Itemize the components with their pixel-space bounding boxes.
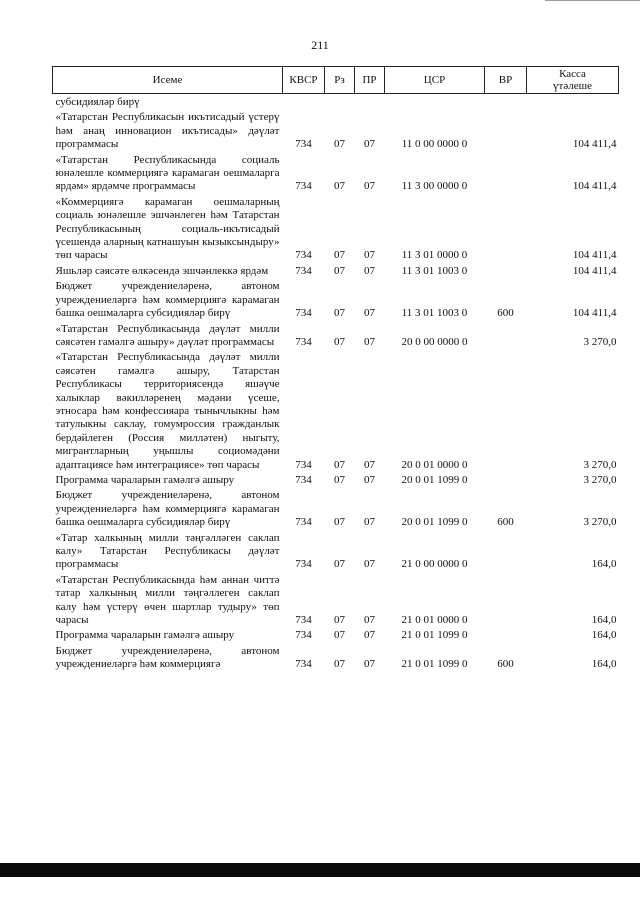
row-name: Яшьләр сәясәте өлкәсендә эшчәнлеккә ярдәм [55,264,269,277]
table-row [53,109,619,151]
header-csr: ЦСР [385,67,485,94]
row-rz: 07 [334,558,345,571]
row-name: «Татар халкының милли тәңгәлләген саклап калу» Татарстан Республикасы дәүләт программасы [55,531,280,571]
header-rz: Рз [325,67,355,94]
row-csr: 11 3 01 0000 0 [401,249,468,262]
row-rz: 07 [334,138,345,151]
row-rz: 07 [334,614,345,627]
row-csr: 21 0 01 1099 0 [401,629,468,642]
row-amount: 3 270,0 [583,458,617,471]
row-vr [485,152,527,194]
row-csr: 20 0 01 0000 0 [401,458,468,471]
row-vr [485,472,527,487]
row-vr [485,194,527,263]
row-csr: 11 0 00 0000 0 [401,138,468,151]
row-kvsr: 734 [295,558,312,571]
row-csr: 20 0 01 1099 0 [401,473,468,486]
row-amount: 164,0 [591,614,617,627]
row-amount: 164,0 [591,629,617,642]
row-pr: 07 [364,180,375,193]
row-amount: 164,0 [591,658,617,671]
row-amount: 104 411,4 [572,264,617,277]
row-name: «Татарстан Республикасында дәүләт милли сәясәтен гамәлгә ашыру, Татарстан Республикасы территориясендә яшәүче халыклар вәкилләренең мәдәни үсеше, этносара һәм конфессияара тынычлыкны һәм татулыкны саклау, гомумроссия гражданлык бердәйлеген (Россия милләтен) ныгыту, мигрантларның уңышлы социомәдәни адаптациясе һәм интеграциясе» төп чарасы [55,351,280,471]
row-kvsr: 734 [295,249,312,262]
row-pr: 07 [364,249,375,262]
page-number: 211 [311,38,329,52]
row-csr: 21 0 01 0000 0 [401,614,468,627]
row-name: Программа чараларын гамәлгә ашыру [55,473,235,486]
row-amount: 3 270,0 [583,473,617,486]
row-rz [325,94,355,110]
row-csr: 21 0 00 0000 0 [401,558,468,571]
table-row [53,643,619,672]
row-name: «Татарстан Республикасында дәүләт милли сәясәтен гамәлгә ашыру» дәүләт программасы [55,322,280,348]
row-kvsr: 734 [295,658,312,671]
row-amount: 104 411,4 [572,138,617,151]
row-rz: 07 [334,249,345,262]
row-kvsr: 734 [295,516,312,529]
row-amount: 104 411,4 [572,307,617,320]
row-kvsr: 734 [295,629,312,642]
table-row [53,572,619,628]
row-pr: 07 [364,658,375,671]
row-vr: 600 [497,658,514,671]
table-row [53,321,619,350]
row-pr: 07 [364,629,375,642]
row-pr: 07 [364,516,375,529]
row-vr: 600 [497,516,514,529]
row-rz: 07 [334,516,345,529]
row-kvsr: 734 [295,473,312,486]
row-kvsr: 734 [295,335,312,348]
table-row [53,278,619,320]
row-amount: 3 270,0 [583,516,617,529]
row-pr: 07 [364,335,375,348]
row-vr [485,572,527,628]
row-amount: 104 411,4 [572,180,617,193]
row-amount: 104 411,4 [572,249,617,262]
row-name: Бюджет учреждениеләренә, автоном учреждениеләргә һәм коммерциягә [55,644,280,671]
table-row [53,487,619,529]
table-row [53,263,619,278]
row-kvsr: 734 [295,307,312,320]
row-pr [355,94,385,110]
row-kvsr: 734 [295,180,312,193]
header-vr: ВР [485,67,527,94]
row-pr: 07 [364,307,375,320]
header-pr: ПР [355,67,385,94]
header-amount: Касса үтәлеше [527,67,619,94]
row-csr: 11 3 00 0000 0 [401,180,468,193]
table-row [53,349,619,472]
row-vr [485,530,527,572]
row-kvsr: 734 [295,138,312,151]
row-kvsr: 734 [295,458,312,471]
table-row [53,472,619,487]
row-rz: 07 [334,180,345,193]
row-amount: 3 270,0 [583,335,617,348]
row-vr [485,627,527,642]
table-row [53,94,619,110]
row-rz: 07 [334,335,345,348]
row-name: субсидияләр бирү [55,96,140,108]
row-amount: 164,0 [591,558,617,571]
row-pr: 07 [364,614,375,627]
row-name: «Татарстан Республикасын икътисадый үстерү һәм анаң инновацион икътисады» дәүләт программасы [55,111,280,151]
row-pr: 07 [364,558,375,571]
row-csr [385,94,485,110]
row-pr: 07 [364,458,375,471]
row-pr: 07 [364,264,375,277]
row-name: «Татарстан Республикасында социаль юнәлешле коммерциягә карамаган оешмаларга ярдәм» ярдәмче программасы [55,153,280,193]
header-kvsr: КВСР [283,67,325,94]
scan-edge-bar [0,863,640,877]
row-csr: 20 0 01 1099 0 [401,516,468,529]
row-kvsr: 734 [295,614,312,627]
row-kvsr: 734 [295,264,312,277]
row-rz: 07 [334,264,345,277]
table-row [53,194,619,263]
row-pr: 07 [364,138,375,151]
row-rz: 07 [334,629,345,642]
row-csr: 11 3 01 1003 0 [401,307,468,320]
header-name: Исеме [53,67,283,94]
row-name: Программа чараларын гамәлгә ашыру [55,629,235,642]
row-vr [485,109,527,151]
row-vr [485,321,527,350]
row-csr: 20 0 00 0000 0 [401,335,468,348]
row-vr: 600 [497,307,514,320]
row-csr: 21 0 01 1099 0 [401,658,468,671]
table-row [53,152,619,194]
row-pr: 07 [364,473,375,486]
row-rz: 07 [334,307,345,320]
table-row [53,627,619,642]
row-rz: 07 [334,658,345,671]
row-name: «Татарстан Республикасында һәм аннан читтә татар халкының милли тәңгәллеген саклап калу һәм үстерү өчен шартлар тудыру» төп чарасы [55,573,280,627]
row-name: Бюджет учреждениеләренә, автоном учреждениеләргә һәм коммерциягә карамаган башка оешмаларга субсидияләр бирү [55,489,280,529]
row-kvsr [283,94,325,110]
row-vr [485,263,527,278]
table-row [53,530,619,572]
table-header-row [53,67,619,94]
row-vr [485,349,527,472]
row-csr: 11 3 01 1003 0 [401,264,468,277]
row-amount [527,94,619,110]
row-name: «Коммерциягә карамаган оешмаларның социаль юнәлешле эшчәнлеген һәм Татарстан Республикасының социаль-икътисадый үсешендә аларның катнашуын кызыксындыру» төп чарасы [55,195,280,262]
row-vr [485,94,527,110]
row-rz: 07 [334,458,345,471]
row-rz: 07 [334,473,345,486]
budget-table [52,66,619,672]
row-name: Бюджет учреждениеләренә, автоном учреждениеләргә һәм коммерциягә карамаган башка оешмаларга субсидияләр бирү [55,280,280,320]
page-edge-mark [545,0,640,1]
